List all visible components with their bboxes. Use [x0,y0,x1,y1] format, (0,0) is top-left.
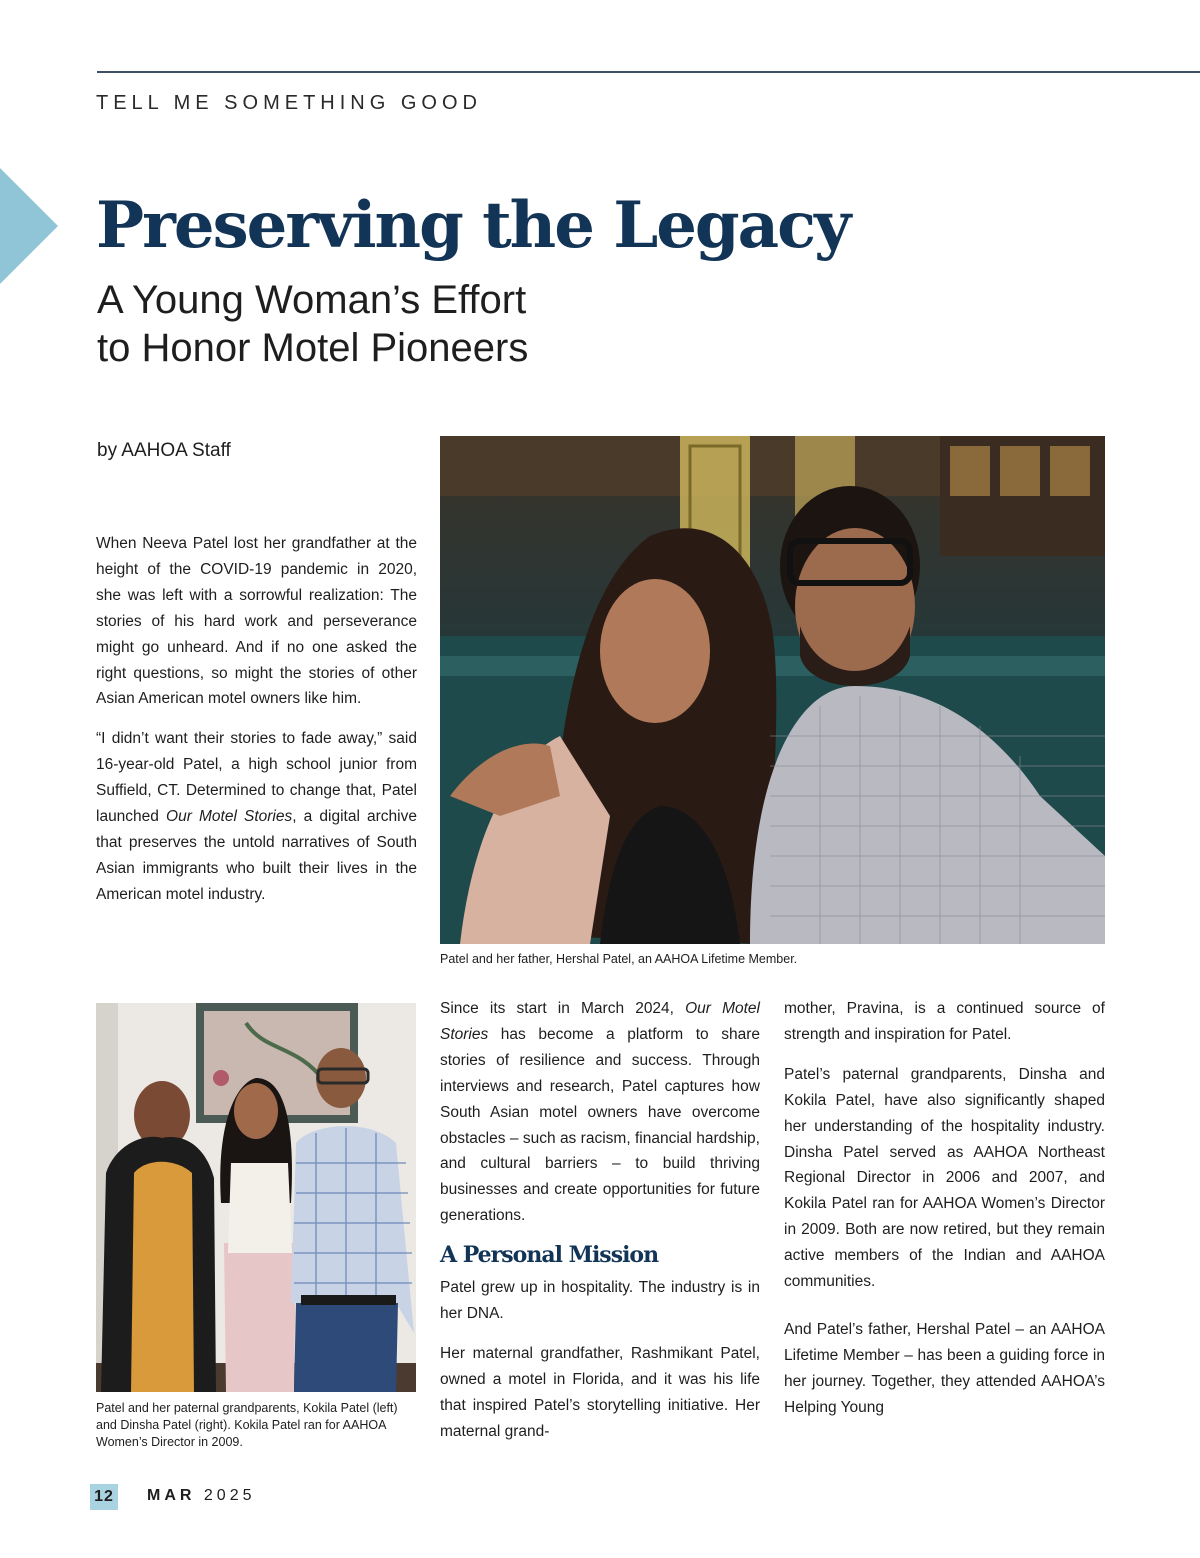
mid-paragraph-3: Her maternal grandfather, Rashmikant Patel, owned a motel in Florida, and it was his life that inspired Patel’s storytelling initiative. Her maternal grand- [440,1344,760,1440]
mid-paragraph-1 [440,996,760,1229]
arrow-accent [0,168,58,284]
right-paragraph-2: Patel’s paternal grandparents, Dinsha and Kokila Patel, have also significantly shaped her understanding of the hospitality industry. Dinsha Patel served as AAHOA Northeast Regional Director in 2006 and 2007, and Kokila Patel ran for AAHOA Women’s Director in 2009. Both are now retired, but they remain active members of the Indian and AAHOA communities. [784,1065,1105,1291]
middle-column [440,996,760,1459]
main-photo [440,436,1105,944]
article-title: Preserving the Legacy [96,188,850,263]
archive-name-italic-2: Our Motel Stories [440,1000,760,1043]
issue-year: 2025 [203,1487,256,1504]
right-paragraph-3: And Patel’s father, Hershal Patel – an AAHOA Lifetime Member – has been a guiding force in her journey. Together, they attended AAHOA’s Helping Young [784,1320,1105,1416]
issue-date [147,1487,255,1505]
intro-column [96,531,417,922]
page-number: 12 [90,1484,118,1510]
intro-p2-text-a: “I didn’t want their stories to fade away,” said 16-year-old Patel, a high school junior from Suffield, CT. Determined to change that, Patel launched [96,730,417,826]
mid-p1-text-a: Since its start in March 2024, [440,1000,686,1017]
article-subtitle [97,276,528,372]
section-label: TELL ME SOMETHING GOOD [96,92,482,114]
intro-paragraph-2 [96,726,417,907]
mid-paragraph-2: Patel grew up in hospitality. The industry is in her DNA. [440,1279,760,1322]
mid-p1-text-b: has become a platform to share stories of resilience and success. Through interviews and research, Patel captures how South Asian motel owners have overcome obstacles – such as racism, financial hardship, and cultural barriers – to build thriving businesses and create opportunities for future generations. [440,1025,760,1225]
subtitle-line-1: A Young Woman’s Effort [97,278,527,322]
main-photo-caption: Patel and her father, Hershal Patel, an AAHOA Lifetime Member. [440,952,798,966]
archive-name-italic: Our Motel Stories [166,808,293,826]
intro-p2-text-b: , a digital archive that preserves the untold narratives of South Asian immigrants who built their lives in the American motel industry. [96,808,417,903]
intro-paragraph-1: When Neeva Patel lost her grandfather at the height of the COVID-19 pandemic in 2020, she was left with a sorrowful realization: The stories of his hard work and perseverance might go unheard. And if no one asked the right questions, so might the stories of other Asian American motel owners like him. [96,535,417,708]
side-photo-caption: Patel and her paternal grandparents, Kokila Patel (left) and Dinsha Patel (right). Kokila Patel ran for AAHOA Women’s Director in 2009. [96,1401,398,1449]
top-rule [97,71,1200,73]
right-paragraph-1: mother, Pravina, is a continued source of strength and inspiration for Patel. [784,1000,1105,1043]
byline: by AAHOA Staff [97,440,231,461]
side-photo [96,1003,416,1392]
subtitle-line-2: to Honor Motel Pioneers [97,326,529,370]
right-column [784,996,1105,1435]
section-heading: A Personal Mission [440,1242,659,1269]
issue-month: MAR [147,1487,196,1504]
